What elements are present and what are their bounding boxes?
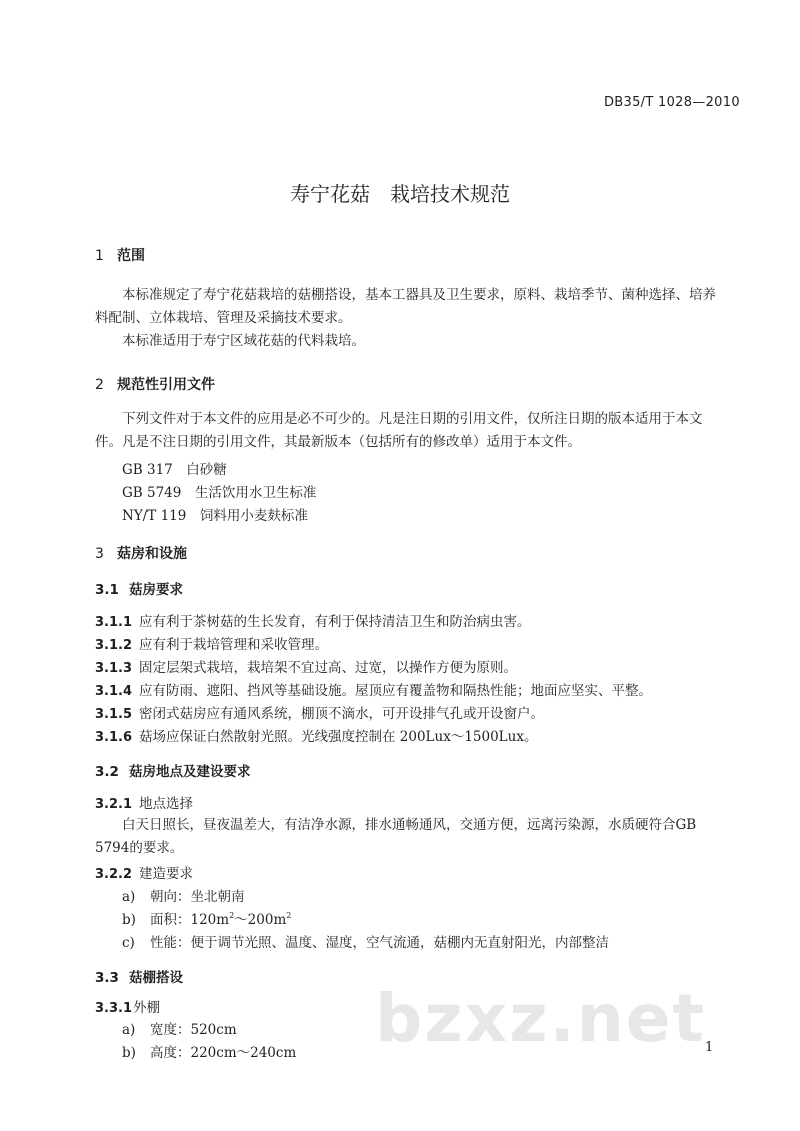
subsection-3-1-heading	[95, 578, 183, 598]
section-2-heading	[95, 374, 215, 394]
clause-3-1-6	[95, 725, 537, 745]
list-item-a	[122, 1018, 237, 1038]
list-text: 宽度：520cm	[150, 1022, 237, 1038]
reference-item: GB 5749 生活饮用水卫生标准	[122, 485, 317, 501]
list-text: 面积：$120m^2\sim 200m^2$	[150, 911, 292, 928]
list-text: 性能：便于调节光照、温度、湿度，空气流通，菇棚内无直射阳光，内部整洁	[150, 935, 609, 951]
paragraph-text: 本标准规定了寿宁花菇栽培的菇棚搭设，基本工器具及卫生要求，原料、栽培季节、菌种选择、培养料配制、立体栽培、管理及采摘技术要求。	[95, 287, 716, 326]
subsection-title: 菇房地点及建设要求	[129, 764, 251, 780]
clause-3-3-1	[95, 996, 160, 1016]
clause-3-2-1-paragraph	[95, 814, 727, 860]
clause-3-1-2	[95, 633, 328, 653]
section-title: 菇房和设施	[117, 546, 187, 562]
clause-text: 应有利于栽培管理和采收管理。	[139, 637, 328, 653]
clause-3-1-1	[95, 610, 531, 630]
list-letter: b)	[122, 1045, 136, 1061]
section-title: 规范性引用文件	[117, 377, 215, 393]
section-1-heading	[95, 245, 145, 265]
document-title: 寿宁花菇 栽培技术规范	[290, 182, 510, 206]
clause-text: 固定层架式栽培，栽培架不宜过高、过宽，以操作方便为原则。	[139, 660, 517, 676]
clause-title: 建造要求	[139, 866, 193, 882]
watermark: bzxz.net	[375, 980, 707, 1057]
subsection-title: 菇房要求	[129, 582, 183, 598]
subsection-3-2-heading	[95, 760, 251, 780]
clause-number: 3.1.3	[95, 661, 133, 676]
list-letter: b)	[122, 912, 136, 928]
clause-3-1-5	[95, 702, 544, 722]
clause-number: 3.1.2	[95, 638, 133, 653]
list-item-a	[122, 885, 245, 905]
section-2-paragraph-1	[95, 408, 727, 454]
section-number: 2	[95, 377, 104, 393]
clause-number: 3.2.2	[95, 867, 133, 882]
section-3-heading	[95, 543, 187, 563]
section-number: 1	[95, 248, 104, 264]
subsection-number: 3.1	[95, 582, 119, 598]
list-letter: a)	[122, 1022, 136, 1038]
clause-number: 3.1.5	[95, 707, 133, 722]
clause-3-2-1	[95, 792, 193, 812]
clause-number: 3.1.4	[95, 684, 133, 699]
clause-title: 地点选择	[139, 796, 193, 812]
reference-item: GB 317 白砂糖	[122, 462, 227, 478]
clause-3-2-2	[95, 862, 193, 882]
page-number: 1	[705, 1040, 714, 1055]
clause-text: 应有利于茶树菇的生长发育，有利于保持清洁卫生和防治病虫害。	[139, 614, 531, 630]
clause-number: 3.1.1	[95, 615, 133, 630]
reference-item: NY/T 119 饲料用小麦麸标准	[122, 508, 308, 524]
list-letter: a)	[122, 889, 136, 905]
list-item-c	[122, 931, 609, 951]
subsection-3-3-heading	[95, 966, 183, 986]
section-1-paragraph-1	[95, 284, 727, 330]
list-text: 朝向：坐北朝南	[150, 889, 245, 905]
list-item-b	[122, 908, 291, 928]
paragraph-text: 本标准适用于寿宁区域花菇的代料栽培。	[122, 333, 365, 349]
clause-number: 3.2.1	[95, 797, 133, 812]
section-number: 3	[95, 546, 104, 562]
list-text: 高度：220cm～240cm	[150, 1045, 297, 1061]
clause-number: 3.1.6	[95, 730, 133, 745]
clause-title: 外棚	[133, 1000, 160, 1016]
clause-text: 菇场应保证白然散射光照。光线强度控制在 200Lux～1500Lux。	[139, 729, 538, 745]
list-letter: c)	[122, 935, 135, 951]
clause-text: 密闭式菇房应有通风系统，棚顶不滴水，可开设排气孔或开设窗户。	[139, 706, 544, 722]
clause-text: 应有防雨、遮阳、挡风等基础设施。屋顶应有覆盖物和隔热性能；地面应坚实、平整。	[139, 683, 652, 699]
subsection-title: 菇棚搭设	[129, 970, 183, 986]
clause-3-1-3	[95, 656, 517, 676]
clause-number: 3.3.1	[95, 1001, 133, 1016]
list-item-b	[122, 1041, 296, 1061]
paragraph-text: 下列文件对于本文件的应用是必不可少的。凡是注日期的引用文件，仅所注日期的版本适用于本文件。凡是不注日期的引用文件，其最新版本（包括所有的修改单）适用于本文件。	[95, 411, 703, 450]
section-title: 范围	[117, 248, 145, 264]
paragraph-text: 白天日照长，昼夜温差大，有洁净水源，排水通畅通风，交通方便，远离污染源，水质硬符合GB 5794的要求。	[95, 817, 697, 856]
clause-3-1-4	[95, 679, 652, 699]
standard-number: DB35/T 1028—2010	[604, 95, 740, 110]
section-1-paragraph-2	[95, 330, 727, 353]
subsection-number: 3.2	[95, 764, 119, 780]
subsection-number: 3.3	[95, 970, 119, 986]
